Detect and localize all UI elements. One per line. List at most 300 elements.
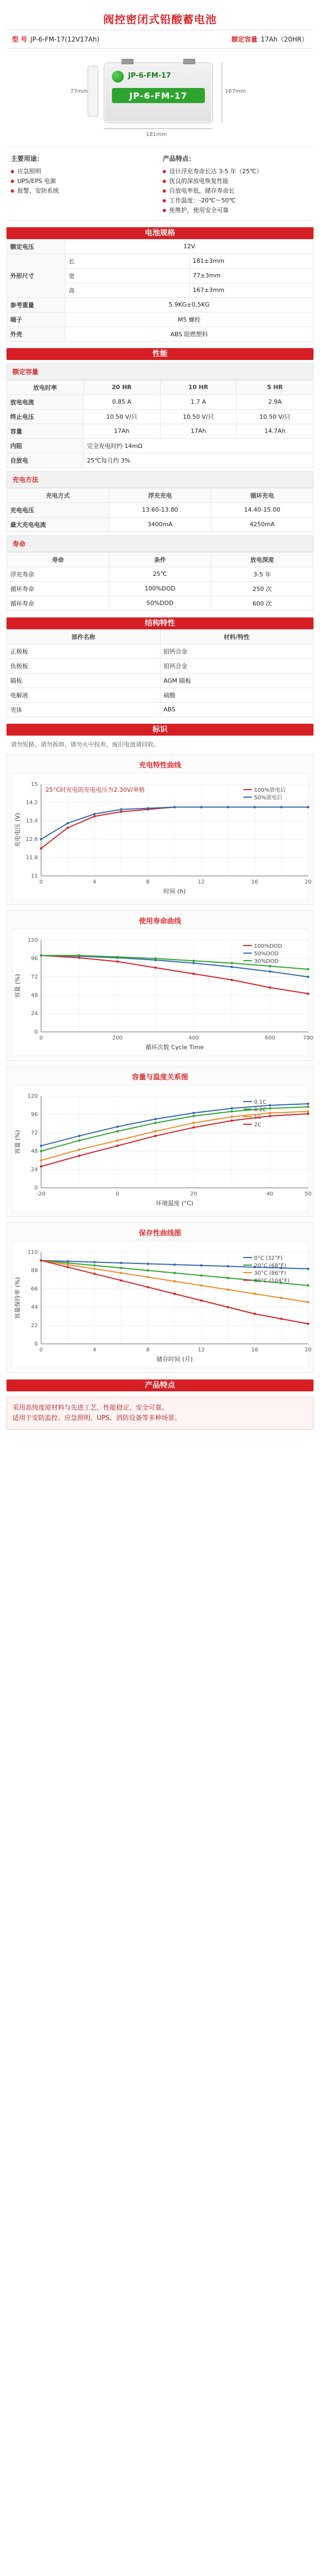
table-row	[7, 424, 314, 438]
y-axis-label: 容量保持率 (%)	[14, 1276, 21, 1319]
data-point	[269, 1104, 271, 1106]
data-point	[231, 1116, 233, 1118]
usage-title: 主要用途：	[11, 155, 44, 162]
usage-item-2: UPS/EPS 电源	[17, 177, 56, 185]
section-performance-title: 性能	[152, 349, 168, 358]
y-tick-label: 24	[31, 1166, 38, 1173]
data-point	[307, 1322, 309, 1324]
data-point	[116, 1144, 118, 1146]
y-tick-label: 120	[27, 1093, 38, 1099]
spec-weight-label: 参考重量	[7, 297, 65, 312]
y-axis-label: 充电电压 (V)	[14, 812, 21, 847]
spec-table	[6, 239, 314, 342]
page-title: 阀控密闭式铅酸蓄电池	[103, 13, 217, 26]
x-tick-label: 12	[198, 879, 205, 885]
battery-illustration	[6, 55, 314, 147]
y-tick-label: 72	[31, 974, 38, 980]
structure-row1-c1: 正极板	[7, 644, 161, 658]
y-tick-label: 14.2	[25, 799, 38, 806]
charge-voltage-label: 充电电压	[7, 502, 109, 517]
charge-header-1: 充电方式	[7, 488, 109, 502]
x-axis-label: 循环次数 Cycle Time	[145, 1043, 204, 1051]
legend-label: 0.1C	[254, 1099, 266, 1105]
product-info-bar	[6, 30, 314, 49]
charge-subheader: 充电方法	[6, 471, 314, 488]
data-point	[192, 973, 195, 975]
x-axis-label: 时间 (h)	[163, 887, 186, 895]
performance-row2-v3: 10.50 V/只	[237, 409, 314, 424]
capacity-info	[231, 35, 308, 44]
data-point	[280, 1296, 282, 1299]
data-point	[200, 806, 202, 808]
data-point	[94, 1264, 96, 1266]
y-axis-label: 容量 (%)	[14, 974, 21, 998]
bullet-icon	[163, 170, 166, 173]
data-point	[307, 1112, 309, 1114]
data-point	[78, 1134, 80, 1137]
performance-row4-value: 完全充电时约 14mΩ	[83, 438, 313, 453]
y-tick-label: 0	[34, 1341, 38, 1347]
performance-row3-label: 容量	[7, 424, 84, 438]
data-point	[174, 1293, 176, 1295]
data-point	[269, 986, 271, 988]
list-item	[163, 196, 309, 206]
performance-row1-label: 放电电流	[7, 395, 84, 409]
table-row	[7, 629, 314, 644]
y-axis-label: 容量 (%)	[14, 1130, 21, 1154]
data-point	[254, 1293, 256, 1295]
data-point	[269, 1112, 271, 1114]
data-point	[269, 970, 271, 972]
y-tick-label: 48	[31, 1148, 38, 1154]
spec-material-label: 外壳	[7, 327, 65, 341]
data-point	[66, 1263, 69, 1266]
data-point	[231, 1110, 233, 1112]
y-tick-label: 11	[31, 873, 38, 879]
usage-row2-c1: 循环寿命	[7, 581, 109, 596]
table-row	[7, 395, 314, 409]
data-point	[116, 956, 118, 958]
table-row	[7, 673, 314, 688]
service-line-1: 采用高纯度原材料与先进工艺，性能稳定，安全可靠。	[12, 1403, 169, 1411]
battery-side-view	[88, 66, 98, 117]
usage-row1-c3: 3-5 年	[211, 567, 314, 581]
y-tick-label: 72	[31, 1130, 38, 1136]
data-point	[231, 962, 233, 964]
data-point	[146, 1262, 149, 1265]
table-row	[7, 567, 314, 581]
performance-row1-v3: 2.9A	[237, 395, 314, 409]
performance-header-1: 放电时率	[7, 380, 84, 395]
bullet-icon	[163, 199, 166, 202]
battery-front-view	[104, 63, 213, 123]
table-row	[7, 438, 314, 453]
data-point	[227, 1288, 229, 1290]
table-row	[7, 702, 314, 717]
legend-label: 2C	[254, 1122, 262, 1128]
service-footer	[6, 1397, 314, 1430]
list-item	[163, 167, 309, 176]
table-row	[7, 581, 314, 596]
x-tick-label: 4	[92, 1347, 96, 1353]
spec-voltage-value: 12V	[65, 239, 314, 254]
table-row	[7, 517, 314, 532]
spec-width-value: 77±3mm	[189, 268, 314, 283]
data-point	[231, 1119, 233, 1122]
data-point	[200, 1299, 202, 1301]
y-tick-label: 0	[34, 1185, 38, 1191]
charge-header-2: 浮充充电	[109, 488, 211, 502]
charge-voltage-float: 13.60-13.80	[109, 502, 211, 517]
y-tick-label: 66	[31, 1286, 38, 1292]
charge-current-label: 最大充电电流	[7, 517, 109, 532]
data-point	[174, 1280, 176, 1282]
usage-row3-c1: 循环寿命	[7, 596, 109, 610]
data-point	[307, 1301, 309, 1303]
data-point	[280, 1317, 282, 1320]
data-point	[307, 968, 309, 970]
table-row	[7, 327, 314, 341]
performance-row3-v2: 17Ah	[160, 424, 237, 438]
legend-label: 20°C (68°F)	[254, 1262, 286, 1269]
y-tick-label: 48	[31, 992, 38, 998]
data-point	[307, 806, 309, 808]
charge-voltage-cycle: 14.40-15.00	[211, 502, 314, 517]
table-row	[7, 409, 314, 424]
spec-terminal-value: M5 螺栓	[65, 312, 314, 327]
bullet-icon	[163, 209, 166, 212]
spec-width-label: 宽	[65, 268, 190, 283]
legend-label: 1C	[254, 1114, 262, 1120]
data-point	[116, 1125, 118, 1127]
y-tick-label: 22	[31, 1322, 38, 1329]
table-row	[7, 502, 314, 517]
bullet-icon	[11, 170, 14, 173]
data-point	[94, 815, 96, 817]
structure-row1-c2: 铅钙合金	[160, 644, 314, 658]
data-point	[78, 954, 80, 956]
y-tick-label: 13.4	[25, 818, 38, 824]
usage-row3-c3: 600 次	[211, 596, 314, 610]
performance-row5-value: 25℃每月约 3%	[83, 453, 313, 467]
x-tick-label: 20	[190, 1191, 197, 1197]
data-point	[120, 1261, 122, 1263]
usage-item-1: 应急照明	[17, 167, 41, 175]
structure-row3-c2: AGM 隔板	[160, 673, 314, 688]
section-structure-title: 结构特性	[145, 618, 175, 628]
data-point	[192, 1112, 195, 1114]
charge-chart-card	[6, 755, 314, 905]
data-point	[120, 808, 122, 810]
legend-label: 100%放电后	[254, 787, 286, 793]
data-point	[227, 1276, 229, 1279]
bullet-icon	[11, 189, 14, 193]
data-point	[155, 1130, 157, 1132]
feature-block	[6, 147, 314, 221]
y-tick-label: 88	[31, 1267, 38, 1274]
legend-label: 30%DOD	[254, 958, 279, 964]
data-point	[174, 1263, 176, 1266]
bullet-icon	[11, 180, 14, 183]
data-point	[231, 978, 233, 981]
x-tick-label: 0	[115, 1191, 119, 1197]
dimension-height-label: 167mm	[225, 89, 246, 94]
feature-item-4: 工作温度：-20℃～50℃	[169, 197, 236, 205]
feature-item-3: 自放电率低，储存寿命长	[169, 187, 235, 195]
data-point	[307, 1105, 309, 1107]
data-point	[192, 962, 195, 964]
structure-row5-c1: 壳体	[7, 702, 161, 717]
legend-label: 50%放电后	[254, 794, 283, 801]
data-point	[231, 1107, 233, 1109]
data-point	[227, 806, 229, 808]
usage-row3-c2: 50%DOD	[109, 596, 211, 610]
y-tick-label: 24	[31, 1010, 38, 1017]
data-point	[227, 1265, 229, 1267]
x-tick-label: 50	[304, 1191, 312, 1197]
model-info	[12, 35, 99, 44]
structure-row5-c2: ABS	[160, 702, 314, 717]
x-tick-label: 4	[92, 879, 96, 885]
data-point	[94, 1261, 96, 1263]
data-point	[269, 1107, 271, 1109]
data-point	[174, 1272, 176, 1274]
spec-terminal-label: 端子	[7, 312, 65, 327]
performance-table	[6, 380, 314, 468]
legend-label: 0.2C	[254, 1106, 266, 1113]
usage-row1-c1: 浮充寿命	[7, 567, 109, 581]
list-item	[11, 176, 157, 186]
feature-title: 产品特点：	[163, 155, 196, 162]
charge-chart-box	[11, 773, 312, 900]
usage-subheader: 寿命	[6, 535, 314, 552]
data-point	[155, 966, 157, 968]
spec-material-value: ABS 阻燃塑料	[65, 327, 314, 341]
structure-row2-c1: 负极板	[7, 658, 161, 673]
capacity-subheader: 额定容量	[6, 363, 314, 380]
data-point	[269, 1114, 271, 1117]
chart-title-text: 25°C时充电的充电电压为2.30V/单格	[45, 786, 145, 793]
data-point	[146, 1276, 149, 1278]
y-tick-label: 0	[34, 1029, 38, 1035]
data-point	[192, 960, 195, 962]
data-point	[192, 1114, 195, 1117]
data-point	[146, 1269, 149, 1271]
data-point	[200, 1264, 202, 1266]
data-point	[155, 1118, 157, 1120]
x-tick-label: 0	[39, 1347, 43, 1353]
data-point	[40, 1259, 42, 1261]
data-point	[66, 826, 69, 828]
performance-row2-v1: 10.50 V/只	[83, 409, 160, 424]
usage-list	[11, 154, 157, 216]
performance-row5-label: 自放电	[7, 453, 84, 467]
y-tick-label: 11.8	[25, 854, 38, 861]
spec-height-label: 高	[65, 283, 190, 297]
x-tick-label: 0	[39, 879, 43, 885]
structure-row2-c2: 铅钙合金	[160, 658, 314, 673]
table-row	[7, 453, 314, 467]
capacity-label: 额定容量	[231, 36, 258, 43]
spec-voltage-label: 额定电压	[7, 239, 65, 254]
data-point	[155, 1134, 157, 1137]
table-row	[7, 239, 314, 254]
storage-chart-box	[11, 1241, 312, 1368]
data-point	[200, 1284, 202, 1286]
storage-chart-title: 保存性曲线图	[138, 1229, 181, 1238]
data-point	[40, 1165, 42, 1167]
data-point	[174, 806, 176, 808]
spec-length-label: 长	[65, 254, 190, 268]
usage-row2-c3: 250 次	[211, 581, 314, 596]
usage-table	[6, 552, 314, 611]
x-tick-label: 16	[251, 879, 258, 885]
list-item	[11, 167, 157, 176]
structure-row3-c1: 隔板	[7, 673, 161, 688]
data-point	[40, 1159, 42, 1161]
x-tick-label: 600	[264, 1035, 275, 1041]
data-point	[66, 822, 69, 824]
x-tick-label: 700	[303, 1035, 314, 1041]
battery-model-label: JP-6-FM-17	[112, 88, 205, 103]
structure-header-2: 材料/特性	[160, 629, 314, 644]
legend-label: 40°C (104°F)	[254, 1277, 290, 1284]
terminal-left	[122, 59, 134, 64]
x-tick-label: 8	[146, 879, 150, 885]
model-label: 型 号	[12, 36, 28, 43]
usage-item-3: 报警、安防系统	[17, 187, 59, 195]
data-point	[78, 1139, 80, 1141]
data-point	[307, 993, 309, 995]
data-point	[146, 807, 149, 809]
data-point	[40, 1150, 42, 1152]
spec-weight-value: 5.9KG±0.5KG	[65, 297, 314, 312]
structure-row4-c1: 电解液	[7, 688, 161, 702]
bullet-icon	[163, 189, 166, 193]
x-tick-label: 0	[39, 1035, 43, 1041]
data-point	[254, 1313, 256, 1315]
x-axis-label: 环境温度 (°C)	[156, 1199, 194, 1207]
section-structure	[6, 617, 314, 629]
data-point	[94, 1273, 96, 1275]
x-tick-label: 16	[251, 1347, 258, 1353]
data-point	[200, 1274, 202, 1276]
x-tick-label: -20	[36, 1191, 46, 1197]
list-item	[163, 186, 309, 196]
y-tick-label: 12.6	[25, 836, 38, 842]
table-row	[7, 380, 314, 395]
life-chart-title: 使用寿命曲线	[138, 917, 181, 926]
data-point	[254, 806, 256, 808]
charge-chart-title: 充电特性曲线	[138, 761, 181, 770]
performance-row2-v2: 10.50 V/只	[160, 409, 237, 424]
x-tick-label: 20	[304, 879, 312, 885]
charge-current-cycle: 4250mA	[211, 517, 314, 532]
performance-header-4: 5 HR	[237, 380, 314, 395]
section-performance	[6, 348, 314, 360]
section-service	[6, 1379, 314, 1391]
list-item	[163, 206, 309, 215]
section-spec-title: 电池规格	[145, 228, 175, 237]
performance-header-2: 20 HR	[83, 380, 160, 395]
terminal-right	[183, 59, 195, 64]
y-tick-label: 15	[31, 781, 38, 787]
charge-table	[6, 488, 314, 532]
y-tick-label: 96	[31, 1111, 38, 1118]
spec-height-value: 167±3mm	[189, 283, 314, 297]
charge-current-float: 3400mA	[109, 517, 211, 532]
legend-label: 50%DOD	[254, 950, 279, 957]
data-point	[78, 1148, 80, 1151]
usage-row2-c2: 100%DOD	[109, 581, 211, 596]
y-tick-label: 96	[31, 955, 38, 962]
performance-header-3: 10 HR	[160, 380, 237, 395]
structure-row4-c2: 硫酸	[160, 688, 314, 702]
performance-row4-label: 内阻	[7, 438, 84, 453]
feature-item-5: 免维护，使用安全可靠	[169, 207, 229, 214]
storage-chart-card	[6, 1222, 314, 1373]
feature-item-1: 设计浮充寿命长达 3-5 年（25℃）	[169, 167, 263, 175]
bullet-icon	[163, 180, 166, 183]
table-row	[7, 312, 314, 327]
x-tick-label: 400	[188, 1035, 199, 1041]
charge-chart	[12, 773, 318, 898]
data-point	[116, 1139, 118, 1141]
table-row	[7, 596, 314, 610]
data-point	[146, 1286, 149, 1288]
data-point	[120, 1279, 122, 1281]
table-row	[7, 644, 314, 658]
brand-text: JP-6-FM-17	[128, 72, 171, 80]
dimension-width-line	[104, 128, 212, 129]
storage-chart	[12, 1241, 318, 1365]
legend-label: 100%DOD	[254, 943, 282, 949]
y-tick-label: 120	[27, 937, 38, 943]
charge-header-3: 循环充电	[211, 488, 314, 502]
table-row	[7, 688, 314, 702]
table-row	[7, 488, 314, 502]
data-point	[192, 1122, 195, 1124]
section-service-title: 产品特点	[145, 1381, 175, 1390]
life-chart	[12, 929, 318, 1053]
structure-table	[6, 629, 314, 717]
table-row	[7, 297, 314, 312]
performance-row3-v3: 14.7Ah	[237, 424, 314, 438]
performance-row1-v1: 0.85 A	[83, 395, 160, 409]
data-point	[280, 806, 282, 808]
data-point	[40, 1144, 42, 1146]
x-tick-label: 40	[266, 1191, 274, 1197]
legend-label: 0°C (32°F)	[254, 1255, 283, 1261]
model-value: JP-6-FM-17(12V17Ah)	[30, 36, 99, 43]
data-point	[120, 810, 122, 812]
cap-temp-chart-box	[11, 1085, 312, 1212]
service-line-2: 适用于安防监控、应急照明、UPS、消防设备等多种场景。	[12, 1414, 181, 1422]
capacity-value: 17Ah（20HR）	[261, 36, 308, 43]
data-point	[269, 965, 271, 967]
table-row	[7, 552, 314, 567]
section-mark	[6, 724, 314, 736]
y-tick-label: 44	[31, 1304, 38, 1310]
structure-header-1: 部件名称	[7, 629, 161, 644]
performance-row3-v1: 17Ah	[83, 424, 160, 438]
spec-dims-label: 外形尺寸	[7, 254, 65, 297]
cap-temp-chart-card	[6, 1066, 314, 1217]
life-chart-card	[6, 910, 314, 1061]
data-point	[307, 975, 309, 977]
data-point	[307, 1110, 309, 1112]
performance-row2-label: 终止电压	[7, 409, 84, 424]
